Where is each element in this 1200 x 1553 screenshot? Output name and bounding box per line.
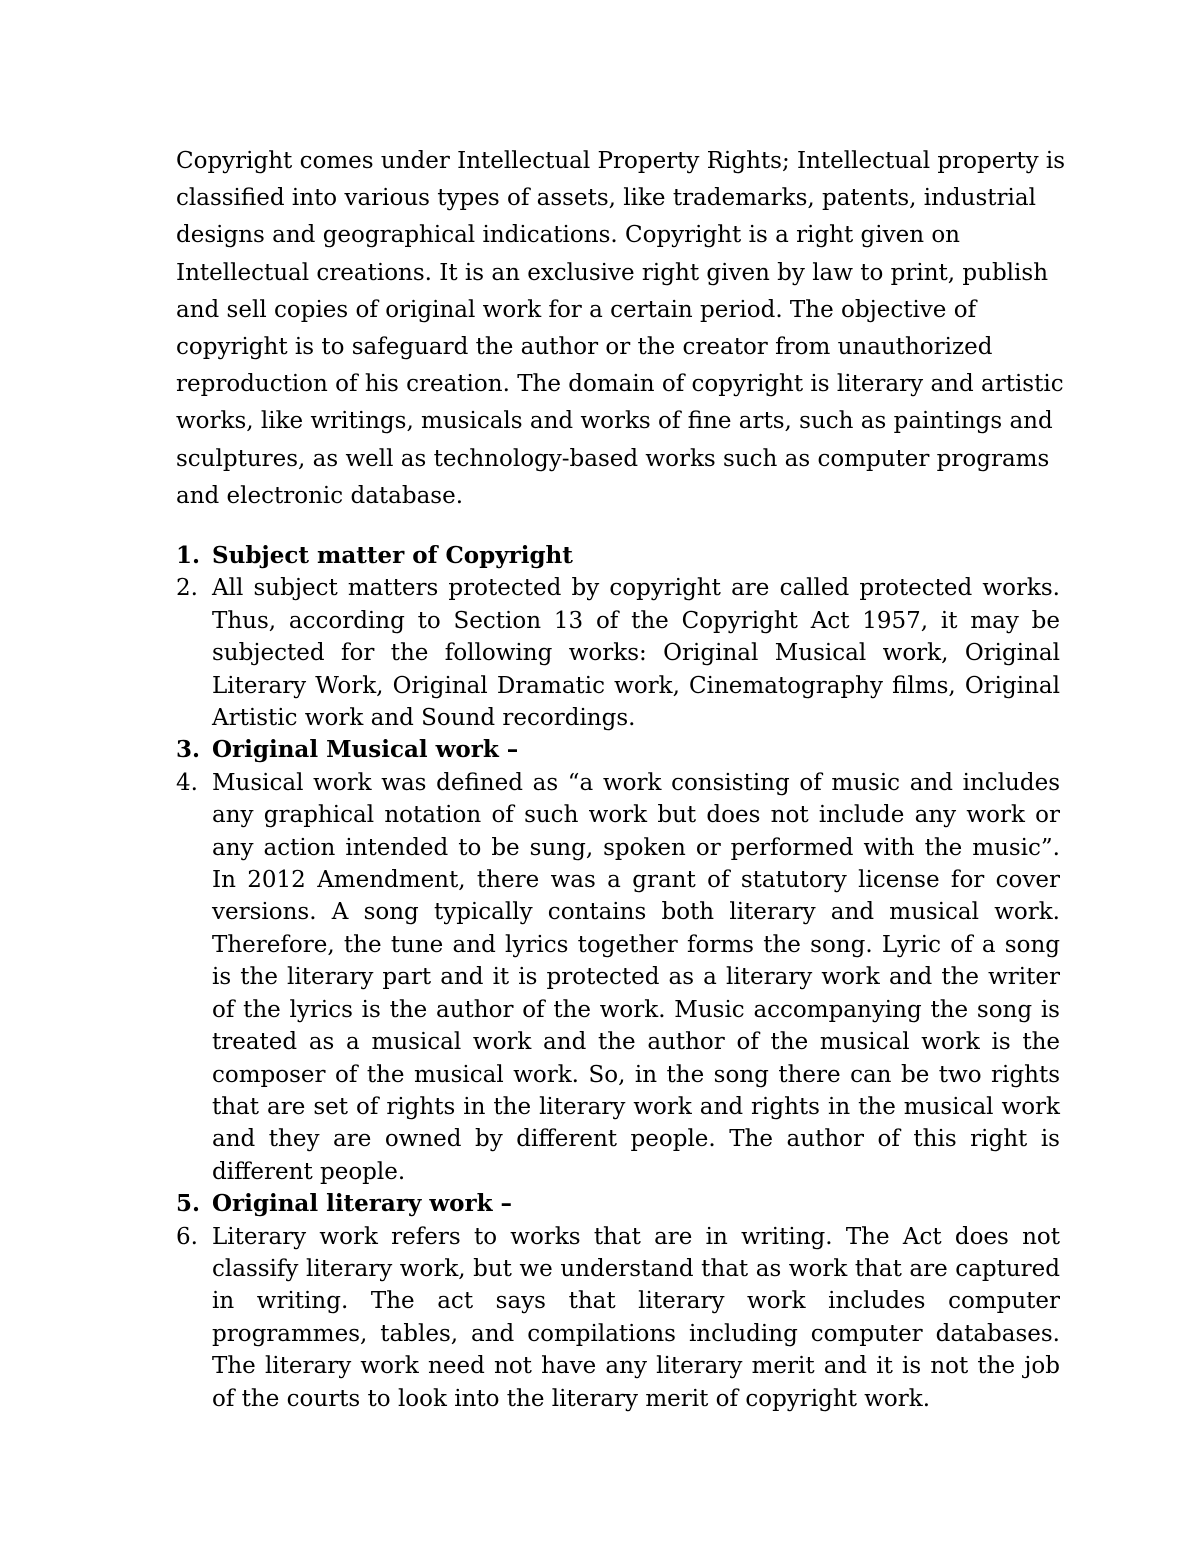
list-text: Musical work was defined as “a work consisting of music and includes any graphical notation of such work but does not include any work or any action intended to be sung, spoken or performed with the music”. In 2012 Amendment, there was a grant of statutory license for cover versions. A song typically contains both literary and musical work. Therefore, the tune and lyrics together forms the song. Lyric of a song is the literary part and it is protected as a literary work and the writer of the lyrics is the author of the work. Music accompanying the song is treated as a musical work and the author of the musical work is the composer of the musical work. So, in the song there can be two rights that are set of rights in the literary work and rights in the musical work and they are owned by different people. The author of this right is different people. (212, 769, 1060, 1185)
list-item-musical-work-definition (176, 767, 1060, 1188)
list-item-literary-work-definition (176, 1221, 1060, 1415)
list-item-musical-work-heading (176, 734, 1060, 766)
list-number: 3. (176, 736, 201, 764)
list-text: Original Musical work – (212, 736, 519, 764)
list-number: 6. (176, 1223, 198, 1250)
list-number: 4. (176, 769, 198, 796)
list-number: 1. (176, 542, 201, 569)
list-text: All subject matters protected by copyright are called protected works. Thus, according to Section 13 of the Copyright Act 1957, it may be subjected for the following works: Original Musical work, Original Literary Work, Original Dramatic work, Cinematography films, Original Artistic work and Sound recordings. (212, 575, 1060, 732)
intro-paragraph: Copyright comes under Intellectual Property Rights; Intellectual property is classified into various types of assets, like trademarks, patents, industrial designs and geographical indications. Copyright is a right given on Intellectual creations. It is an exclusive right given by law to print, publish and sell copies of original work for a certain period. The objective of copyright is to safeguard the author or the creator from unauthorized reproduction of his creation. The domain of copyright is literary and artistic works, like writings, musicals and works of fine arts, such as paintings and sculptures, as well as technology-based works such as computer programs and electronic database. (176, 148, 1066, 509)
list-item-literary-work-heading (176, 1188, 1060, 1220)
list-item-subject-matter-heading (176, 540, 1060, 572)
list-number: 5. (176, 1190, 201, 1218)
list-text: Literary work refers to works that are in writing. The Act does not classify literary work, but we understand that as work that are captured in writing. The act says that literary work includes computer programmes, tables, and compilations including computer databases. The literary work need not have any literary merit and it is not the job of the courts to look into the literary merit of copyright work. (212, 1223, 1060, 1412)
list-text: Original literary work – (212, 1190, 513, 1218)
numbered-list (176, 540, 1060, 1415)
list-item-protected-works (176, 572, 1060, 734)
list-number: 2. (176, 575, 198, 602)
list-text: Subject matter of Copyright (212, 542, 573, 569)
